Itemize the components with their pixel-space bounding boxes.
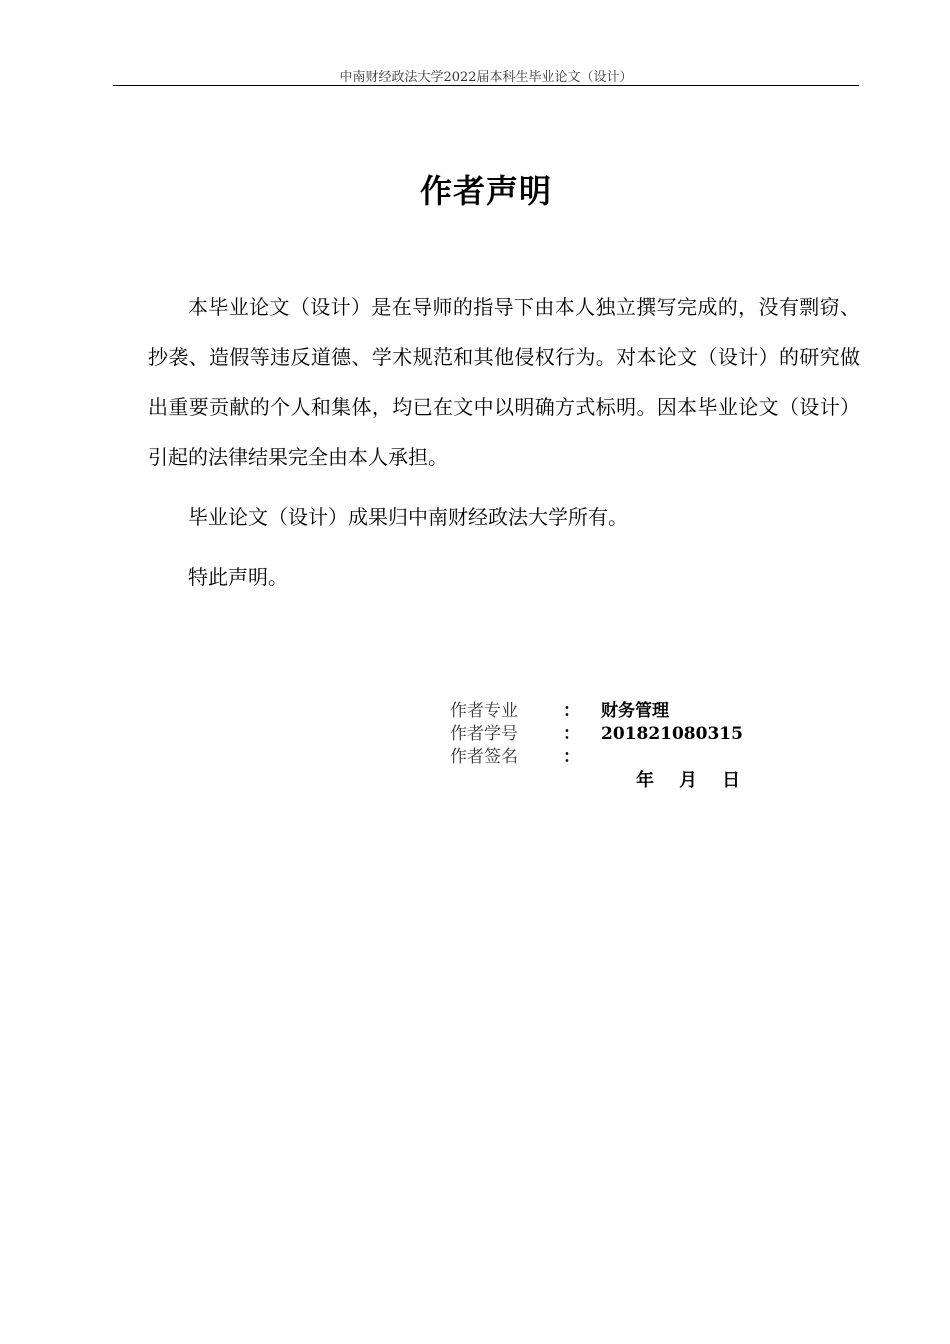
signature-block [450,700,743,769]
paragraph-closing: 特此声明。 [188,565,288,589]
header-rule [113,85,859,86]
student-id-row [450,723,743,746]
paragraph-originality: 本毕业论文（设计）是在导师的指导下由本人独立撰写完成的，没有剽窃、抄袭、造假等违反道德、学术规范和其他侵权行为。对本论文（设计）的研究做出重要贡献的个人和集体，均已在文中以明确方式标明。因本毕业论文（设计）引起的法律结果完全由本人承担。 [148,295,860,469]
date-line: 年 月 日 [636,770,741,791]
signature-label: 作者签名 [450,747,518,767]
page-title: 作者声明 [419,172,552,210]
signature-colon: ： [563,747,580,767]
major-value: 财务管理 [601,701,669,721]
student-id-label: 作者学号 [450,724,518,744]
student-id-value: 201821080315 [601,724,743,744]
paragraph-ownership: 毕业论文（设计）成果归中南财经政法大学所有。 [188,505,628,529]
major-colon: ： [563,701,580,721]
major-label: 作者专业 [450,701,518,721]
student-id-colon: ： [563,724,580,744]
major-row [450,700,743,723]
declaration-body [148,282,860,612]
running-header: 中南财经政法大学2022届本科生毕业论文（设计） [339,70,633,85]
